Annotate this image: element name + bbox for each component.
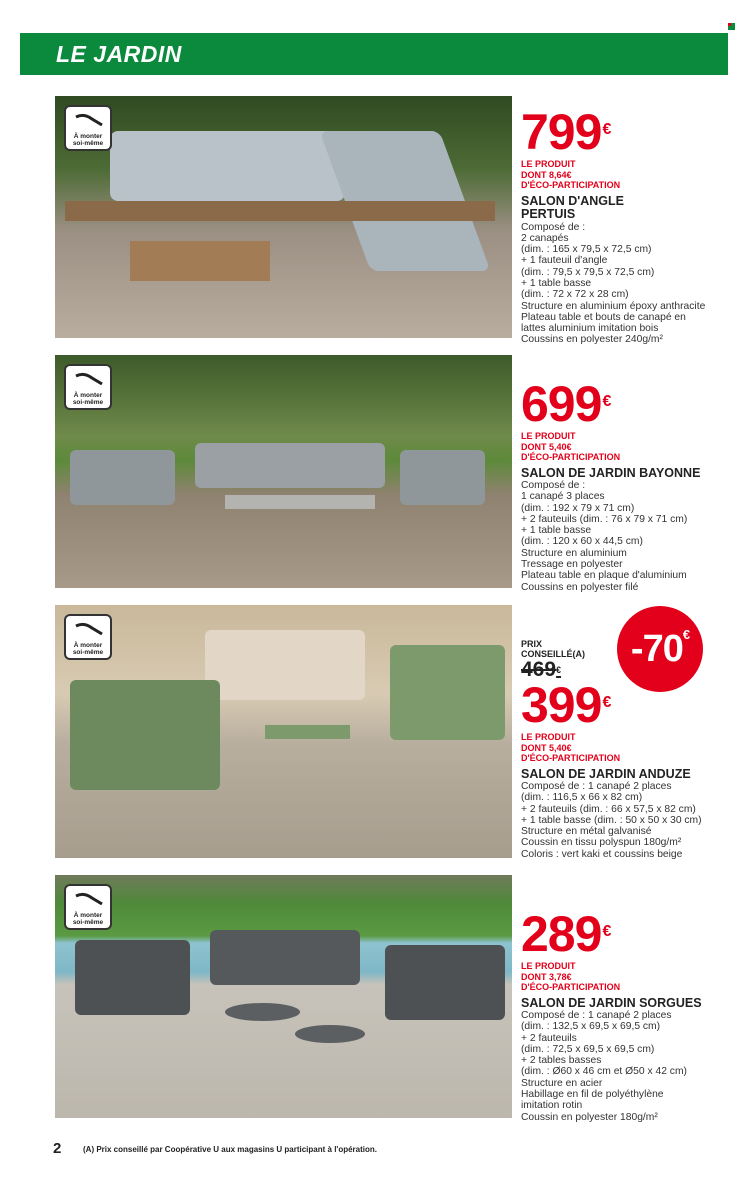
description-line: (dim. : 165 x 79,5 x 72,5 cm) — [521, 244, 652, 256]
description-line: (dim. : 116,5 x 66 x 82 cm) — [521, 792, 643, 804]
description-line: Coussins en polyester 240g/m² — [521, 334, 663, 346]
product-description — [521, 1010, 736, 1123]
description-line: + 2 fauteuils — [521, 1032, 577, 1044]
description-line: (dim. : 120 x 60 x 44,5 cm) — [521, 536, 643, 548]
description-line: + 1 table basse (dim. : 50 x 50 x 30 cm) — [521, 814, 702, 826]
description-line: Structure en métal galvanisé — [521, 826, 652, 838]
description-line: Tressage en polyester — [521, 559, 623, 571]
screwdriver-icon — [74, 622, 104, 638]
badge-text: soi-même — [72, 140, 104, 147]
description-line: + 1 table basse — [521, 277, 592, 289]
badge-text: À monter — [73, 642, 103, 649]
description-line: (dim. : 79,5 x 79,5 x 72,5 cm) — [521, 266, 655, 278]
description-line: Plateau table et bouts de canapé en — [521, 311, 686, 323]
description-line: (dim. : 192 x 79 x 71 cm) — [521, 502, 635, 514]
product-photo-anduze — [55, 605, 512, 858]
old-price: 469€ — [521, 658, 562, 681]
badge-text: À monter — [73, 133, 103, 140]
description-line: Coussin en polyester 180g/m² — [521, 1111, 658, 1123]
product-description — [521, 480, 736, 593]
eco-participation: LE PRODUIT DONT 8,64€ D'ÉCO-PARTICIPATION — [521, 159, 621, 190]
description-line: Structure en acier — [521, 1077, 603, 1089]
description-line: (dim. : 72 x 72 x 28 cm) — [521, 289, 629, 301]
self-assembly-badge — [64, 105, 112, 151]
product-info-pertuis — [521, 104, 736, 346]
section-title: LE JARDIN — [56, 41, 182, 67]
product-info-bayonne — [521, 376, 736, 593]
description-line: Habillage en fil de polyéthylène — [521, 1089, 664, 1101]
description-line: imitation rotin — [521, 1100, 583, 1112]
badge-text: À monter — [73, 912, 103, 919]
discount-badge: -70€ — [617, 606, 703, 692]
product-photo-pertuis — [55, 96, 512, 338]
product-name: SALON D'ANGLE PERTUIS — [521, 193, 624, 221]
description-line: 1 canapé 3 places — [521, 491, 605, 503]
product-info-anduze — [521, 640, 736, 860]
description-line: Composé de : — [521, 221, 586, 233]
price: 289€ — [521, 906, 611, 962]
price: 699€ — [521, 376, 611, 432]
self-assembly-badge — [64, 614, 112, 660]
description-line: Composé de : 1 canapé 2 places — [521, 1010, 672, 1021]
description-line: lattes aluminium imitation bois — [521, 323, 659, 335]
description-line: Structure en aluminium — [521, 547, 627, 559]
description-line: + 2 fauteuils (dim. : 76 x 79 x 71 cm) — [521, 513, 688, 525]
description-line: (dim. : 72,5 x 69,5 x 69,5 cm) — [521, 1043, 655, 1055]
price: 799€ — [521, 104, 611, 160]
screwdriver-icon — [74, 372, 104, 388]
screwdriver-icon — [74, 113, 104, 129]
eco-participation: LE PRODUIT DONT 5,40€ D'ÉCO-PARTICIPATION — [521, 732, 621, 763]
product-name: SALON DE JARDIN ANDUZE — [521, 766, 691, 781]
product-description — [521, 781, 736, 860]
product-name: SALON DE JARDIN BAYONNE — [521, 465, 701, 480]
description-line: Structure en aluminium époxy anthracite — [521, 300, 706, 312]
self-assembly-badge — [64, 884, 112, 930]
description-line: Plateau table en plaque d'aluminium — [521, 570, 687, 582]
badge-text: soi-même — [72, 649, 104, 656]
corner-mark — [728, 23, 735, 30]
eco-participation: LE PRODUIT DONT 5,40€ D'ÉCO-PARTICIPATION — [521, 431, 621, 462]
badge-text: À monter — [73, 392, 103, 399]
description-line: + 2 fauteuils (dim. : 66 x 57,5 x 82 cm) — [521, 803, 696, 815]
description-line: Coussins en polyester filé — [521, 581, 639, 593]
product-description — [521, 222, 736, 346]
page-number: 2 — [53, 1140, 62, 1157]
recommended-price-label: PRIX CONSEILLÉ(A) — [521, 639, 585, 659]
description-line: (dim. : Ø60 x 46 cm et Ø50 x 42 cm) — [521, 1066, 687, 1078]
footnote: (A) Prix conseillé par Coopérative U aux magasins U participant à l'opération. — [83, 1145, 377, 1154]
description-line: + 1 table basse — [521, 525, 592, 537]
eco-participation: LE PRODUIT DONT 3,78€ D'ÉCO-PARTICIPATION — [521, 961, 621, 992]
description-line: + 1 fauteuil d'angle — [521, 255, 608, 267]
product-photo-bayonne — [55, 355, 512, 588]
product-info-sorgues — [521, 906, 736, 1123]
description-line: Coussin en tissu polyspun 180g/m² — [521, 837, 682, 849]
price: 399€ — [521, 677, 611, 733]
self-assembly-badge — [64, 364, 112, 410]
description-line: (dim. : 132,5 x 69,5 x 69,5 cm) — [521, 1021, 661, 1033]
description-line: Composé de : — [521, 480, 586, 491]
description-line: + 2 tables basses — [521, 1055, 602, 1067]
description-line: 2 canapés — [521, 232, 569, 244]
badge-text: soi-même — [72, 399, 104, 406]
section-header — [20, 33, 728, 75]
badge-text: soi-même — [72, 919, 104, 926]
description-line: Composé de : 1 canapé 2 places — [521, 781, 672, 792]
product-name: SALON DE JARDIN SORGUES — [521, 995, 702, 1010]
screwdriver-icon — [74, 892, 104, 908]
description-line: Coloris : vert kaki et coussins beige — [521, 848, 683, 860]
product-photo-sorgues — [55, 875, 512, 1118]
